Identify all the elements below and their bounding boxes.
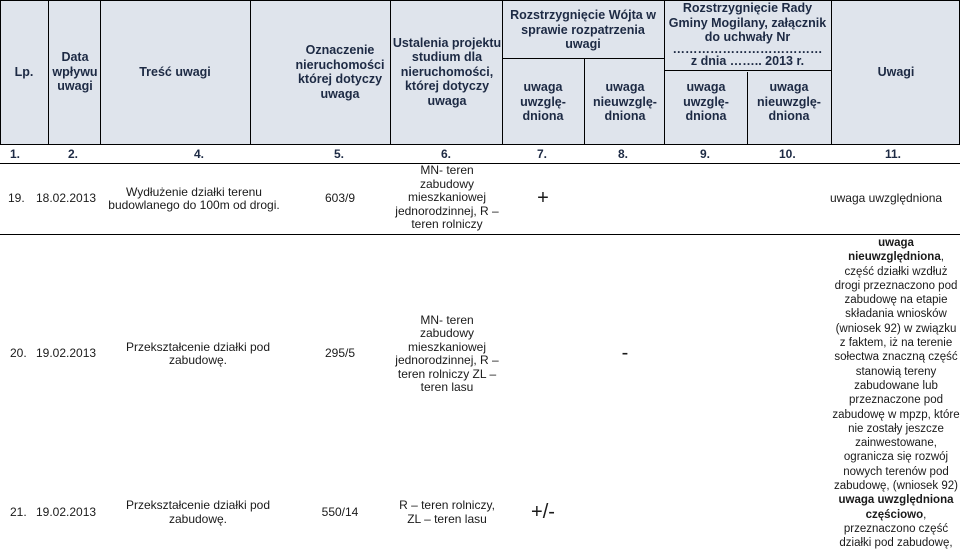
divider (0, 0, 1, 144)
row-parcel: 295/5 (324, 346, 356, 361)
row-date: 19.02.2013 (36, 504, 97, 519)
col-number: 4. (194, 147, 205, 161)
header-rada-dots: ……………………………… (672, 41, 823, 56)
col-number: 11. (885, 147, 902, 161)
col-number: 1. (10, 147, 21, 161)
col-number: 9. (700, 147, 711, 161)
row-study: MN- teren zabudowy mieszkaniowej jednorodzinnej, R – teren rolniczy ZL – teren lasu (395, 312, 499, 394)
divider (48, 0, 49, 144)
col-number: 5. (334, 147, 345, 161)
divider (747, 72, 748, 144)
row-content: Przekształcenie działki pod zabudowę. (125, 498, 271, 526)
divider (502, 0, 503, 144)
col-number: 2. (68, 147, 79, 161)
divider (100, 0, 101, 144)
header-wojt: Rozstrzygnięcie Wójta w sprawie rozpatrzenia uwagi (510, 8, 656, 52)
header-date: Data wpływu uwagi (52, 50, 98, 94)
header-study: Ustalenia projektu studium dla nieruchomości, której dotyczy uwaga (392, 35, 502, 108)
header-parcel: Oznaczenie nieruchomości której dotyczy uwaga (295, 43, 385, 101)
row-date: 18.02.2013 (36, 191, 97, 206)
divider (0, 0, 960, 1)
col-number: 8. (618, 147, 629, 161)
divider (664, 70, 831, 71)
note-bold: uwaga uwzględniona częściowo (838, 494, 954, 521)
header-rada-nieuwzgl: uwaga nieuwzglę- dniona (757, 80, 821, 124)
row-lp: 19. (8, 191, 25, 206)
divider (250, 0, 251, 144)
header-rada-uwzgl: uwaga uwzglę- dniona (683, 80, 729, 124)
note-text: , przeznaczono część działki pod zabudowę, (839, 508, 953, 550)
row-parcel: 550/14 (321, 504, 359, 519)
divider (664, 0, 665, 144)
row-lp: 20. (10, 346, 27, 361)
header-content: Treść uwagi (139, 64, 211, 79)
col-number: 7. (537, 147, 548, 161)
row-study: R – teren rolniczy, ZL – teren lasu (399, 498, 495, 526)
divider (584, 58, 585, 144)
row-wojt-uwzgl: +/- (531, 500, 555, 523)
row-wojt-uwzgl: + (537, 187, 549, 210)
header-rada-date: z dnia …….. 2013 r. (690, 53, 805, 68)
row-study: MN- teren zabudowy mieszkaniowej jednorodzinnej, R – teren rolniczy (395, 163, 499, 232)
row-content: Wydłużenie działki terenu budowlanego do 100m od drogi. (108, 184, 280, 212)
note-bold: uwaga nieuwzględniona (848, 237, 941, 264)
row-content: Przekształcenie działki pod zabudowę. (125, 339, 271, 367)
col-number: 6. (441, 147, 452, 161)
row-parcel: 603/9 (324, 191, 356, 206)
row-lp: 21. (10, 504, 27, 519)
header-rada: Rozstrzygnięcie Rady Gminy Mogilany, załącznik do uchwały Nr (668, 1, 827, 45)
header-wojt-uwzgl: uwaga uwzglę- dniona (520, 80, 566, 124)
divider (0, 144, 960, 145)
col-number: 10. (779, 147, 796, 161)
row-date: 19.02.2013 (36, 346, 97, 361)
divider (502, 58, 664, 59)
header-lp: Lp. (14, 64, 34, 79)
divider (390, 0, 391, 144)
divider (831, 0, 832, 144)
divider (0, 234, 960, 235)
note-text: , część działki wzdłuż drogi przeznaczono pod zabudowę na etapie składania wniosków (wniosek 92) w związku z faktem, iż na terenie sołectwa znaczną część stanowią tereny zabudowane lub przeznaczone pod zabudowę w mpzp, które nie zostały jeszcze zainwestowane, ogranicza się rozwój nowych terenów pod zabudowę, (wniosek 92) (832, 251, 960, 493)
row-note-combined (832, 236, 960, 549)
header-notes: Uwagi (877, 64, 915, 79)
row-note: uwaga uwzględniona (829, 191, 943, 206)
header-wojt-nieuwzgl: uwaga nieuwzglę- dniona (593, 80, 657, 124)
row-wojt-nieuwzgl: - (621, 342, 629, 365)
